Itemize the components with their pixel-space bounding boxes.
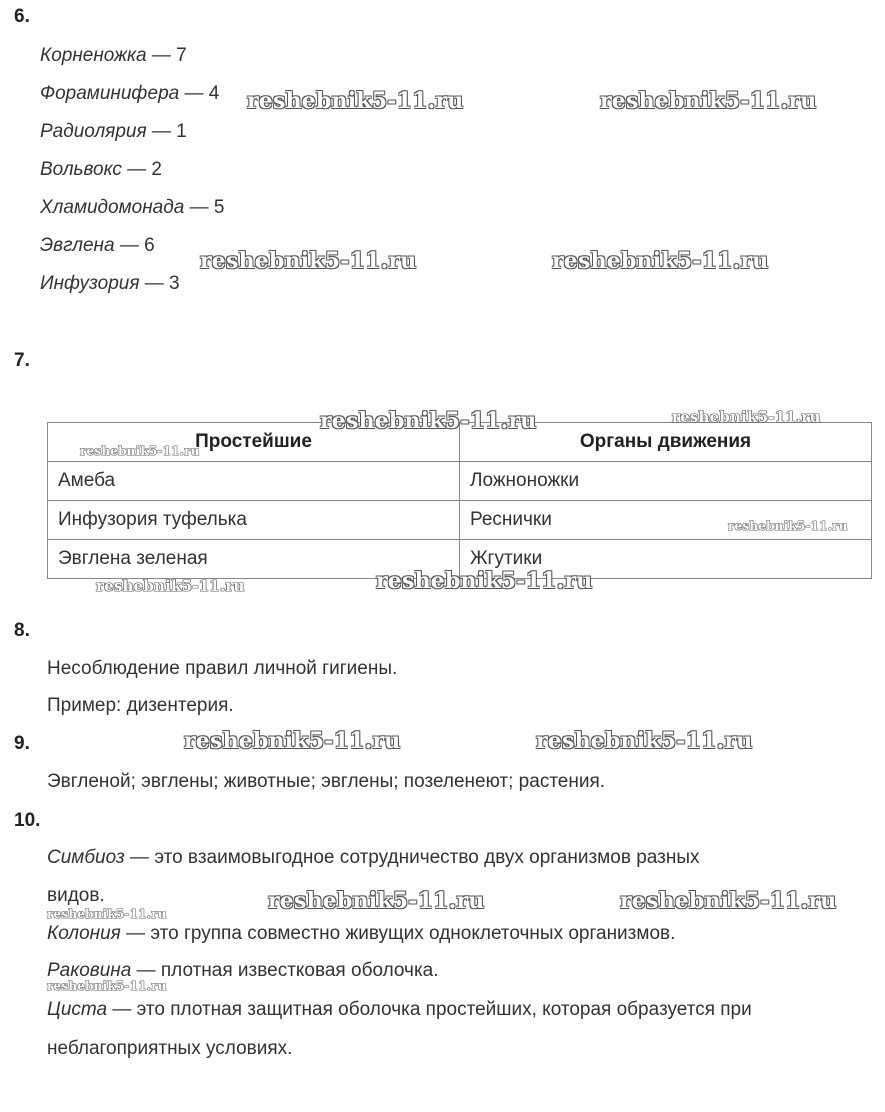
- watermark: reshebnik5-11.ru: [620, 888, 837, 914]
- question-number-10: 10.: [14, 810, 41, 831]
- table-cell: Амеба: [48, 462, 460, 501]
- watermark: reshebnik5-11.ru: [600, 88, 817, 114]
- watermark: reshebnik5-11.ru: [80, 444, 200, 458]
- q10-definition: Симбиоз — это взаимовыгодное сотрудничество двух организмов разных: [47, 847, 700, 868]
- question-number-6: 6.: [14, 6, 30, 27]
- watermark: reshebnik5-11.ru: [184, 728, 401, 754]
- table-cell: Ложноножки: [460, 462, 872, 501]
- q6-item: Радиолярия — 1: [40, 121, 187, 142]
- question-number-9: 9.: [14, 733, 30, 754]
- q8-line: Несоблюдение правил личной гигиены.: [47, 658, 398, 679]
- watermark: reshebnik5-11.ru: [268, 888, 485, 914]
- q6-item: Корненожка — 7: [40, 45, 187, 66]
- question-number-7: 7.: [14, 350, 30, 371]
- watermark: reshebnik5-11.ru: [247, 88, 464, 114]
- watermark: reshebnik5-11.ru: [728, 519, 848, 533]
- q6-item: Инфузория — 3: [40, 273, 180, 294]
- watermark: reshebnik5-11.ru: [200, 248, 417, 274]
- table-cell: Инфузория туфелька: [48, 501, 460, 540]
- q10-definition: Колония — это группа совместно живущих одноклеточных организмов.: [47, 923, 676, 944]
- question-number-8: 8.: [14, 620, 30, 641]
- watermark: reshebnik5-11.ru: [552, 248, 769, 274]
- table-cell: Реснички: [460, 501, 872, 540]
- table-cell: Жгутики: [460, 540, 872, 579]
- q6-item: Фораминифера — 4: [40, 83, 220, 104]
- watermark: reshebnik5-11.ru: [96, 577, 245, 595]
- q10-definition: Раковина — плотная известковая оболочка.: [47, 960, 439, 981]
- q6-item: Вольвокс — 2: [40, 159, 162, 180]
- q6-item: Хламидомонада — 5: [40, 197, 225, 218]
- table-cell: Эвглена зеленая: [48, 540, 460, 579]
- q10-definition: Циста — это плотная защитная оболочка простейших, которая образуется при: [47, 999, 752, 1020]
- q9-line: Эвгленой; эвглены; животные; эвглены; позеленеют; растения.: [47, 771, 606, 792]
- table-row: [48, 462, 872, 501]
- watermark: reshebnik5-11.ru: [672, 408, 821, 426]
- q10-definition-cont: неблагоприятных условиях.: [47, 1038, 293, 1059]
- watermark: reshebnik5-11.ru: [47, 907, 167, 921]
- q6-item: Эвглена — 6: [40, 235, 155, 256]
- watermark: reshebnik5-11.ru: [536, 728, 753, 754]
- table-header: Простейшие: [48, 423, 460, 462]
- q8-line: Пример: дизентерия.: [47, 695, 234, 716]
- watermark: reshebnik5-11.ru: [320, 408, 537, 434]
- watermark: reshebnik5-11.ru: [376, 568, 593, 594]
- watermark: reshebnik5-11.ru: [47, 979, 167, 993]
- table-header: Органы движения: [460, 423, 872, 462]
- q10-definition-cont: видов.: [47, 885, 105, 906]
